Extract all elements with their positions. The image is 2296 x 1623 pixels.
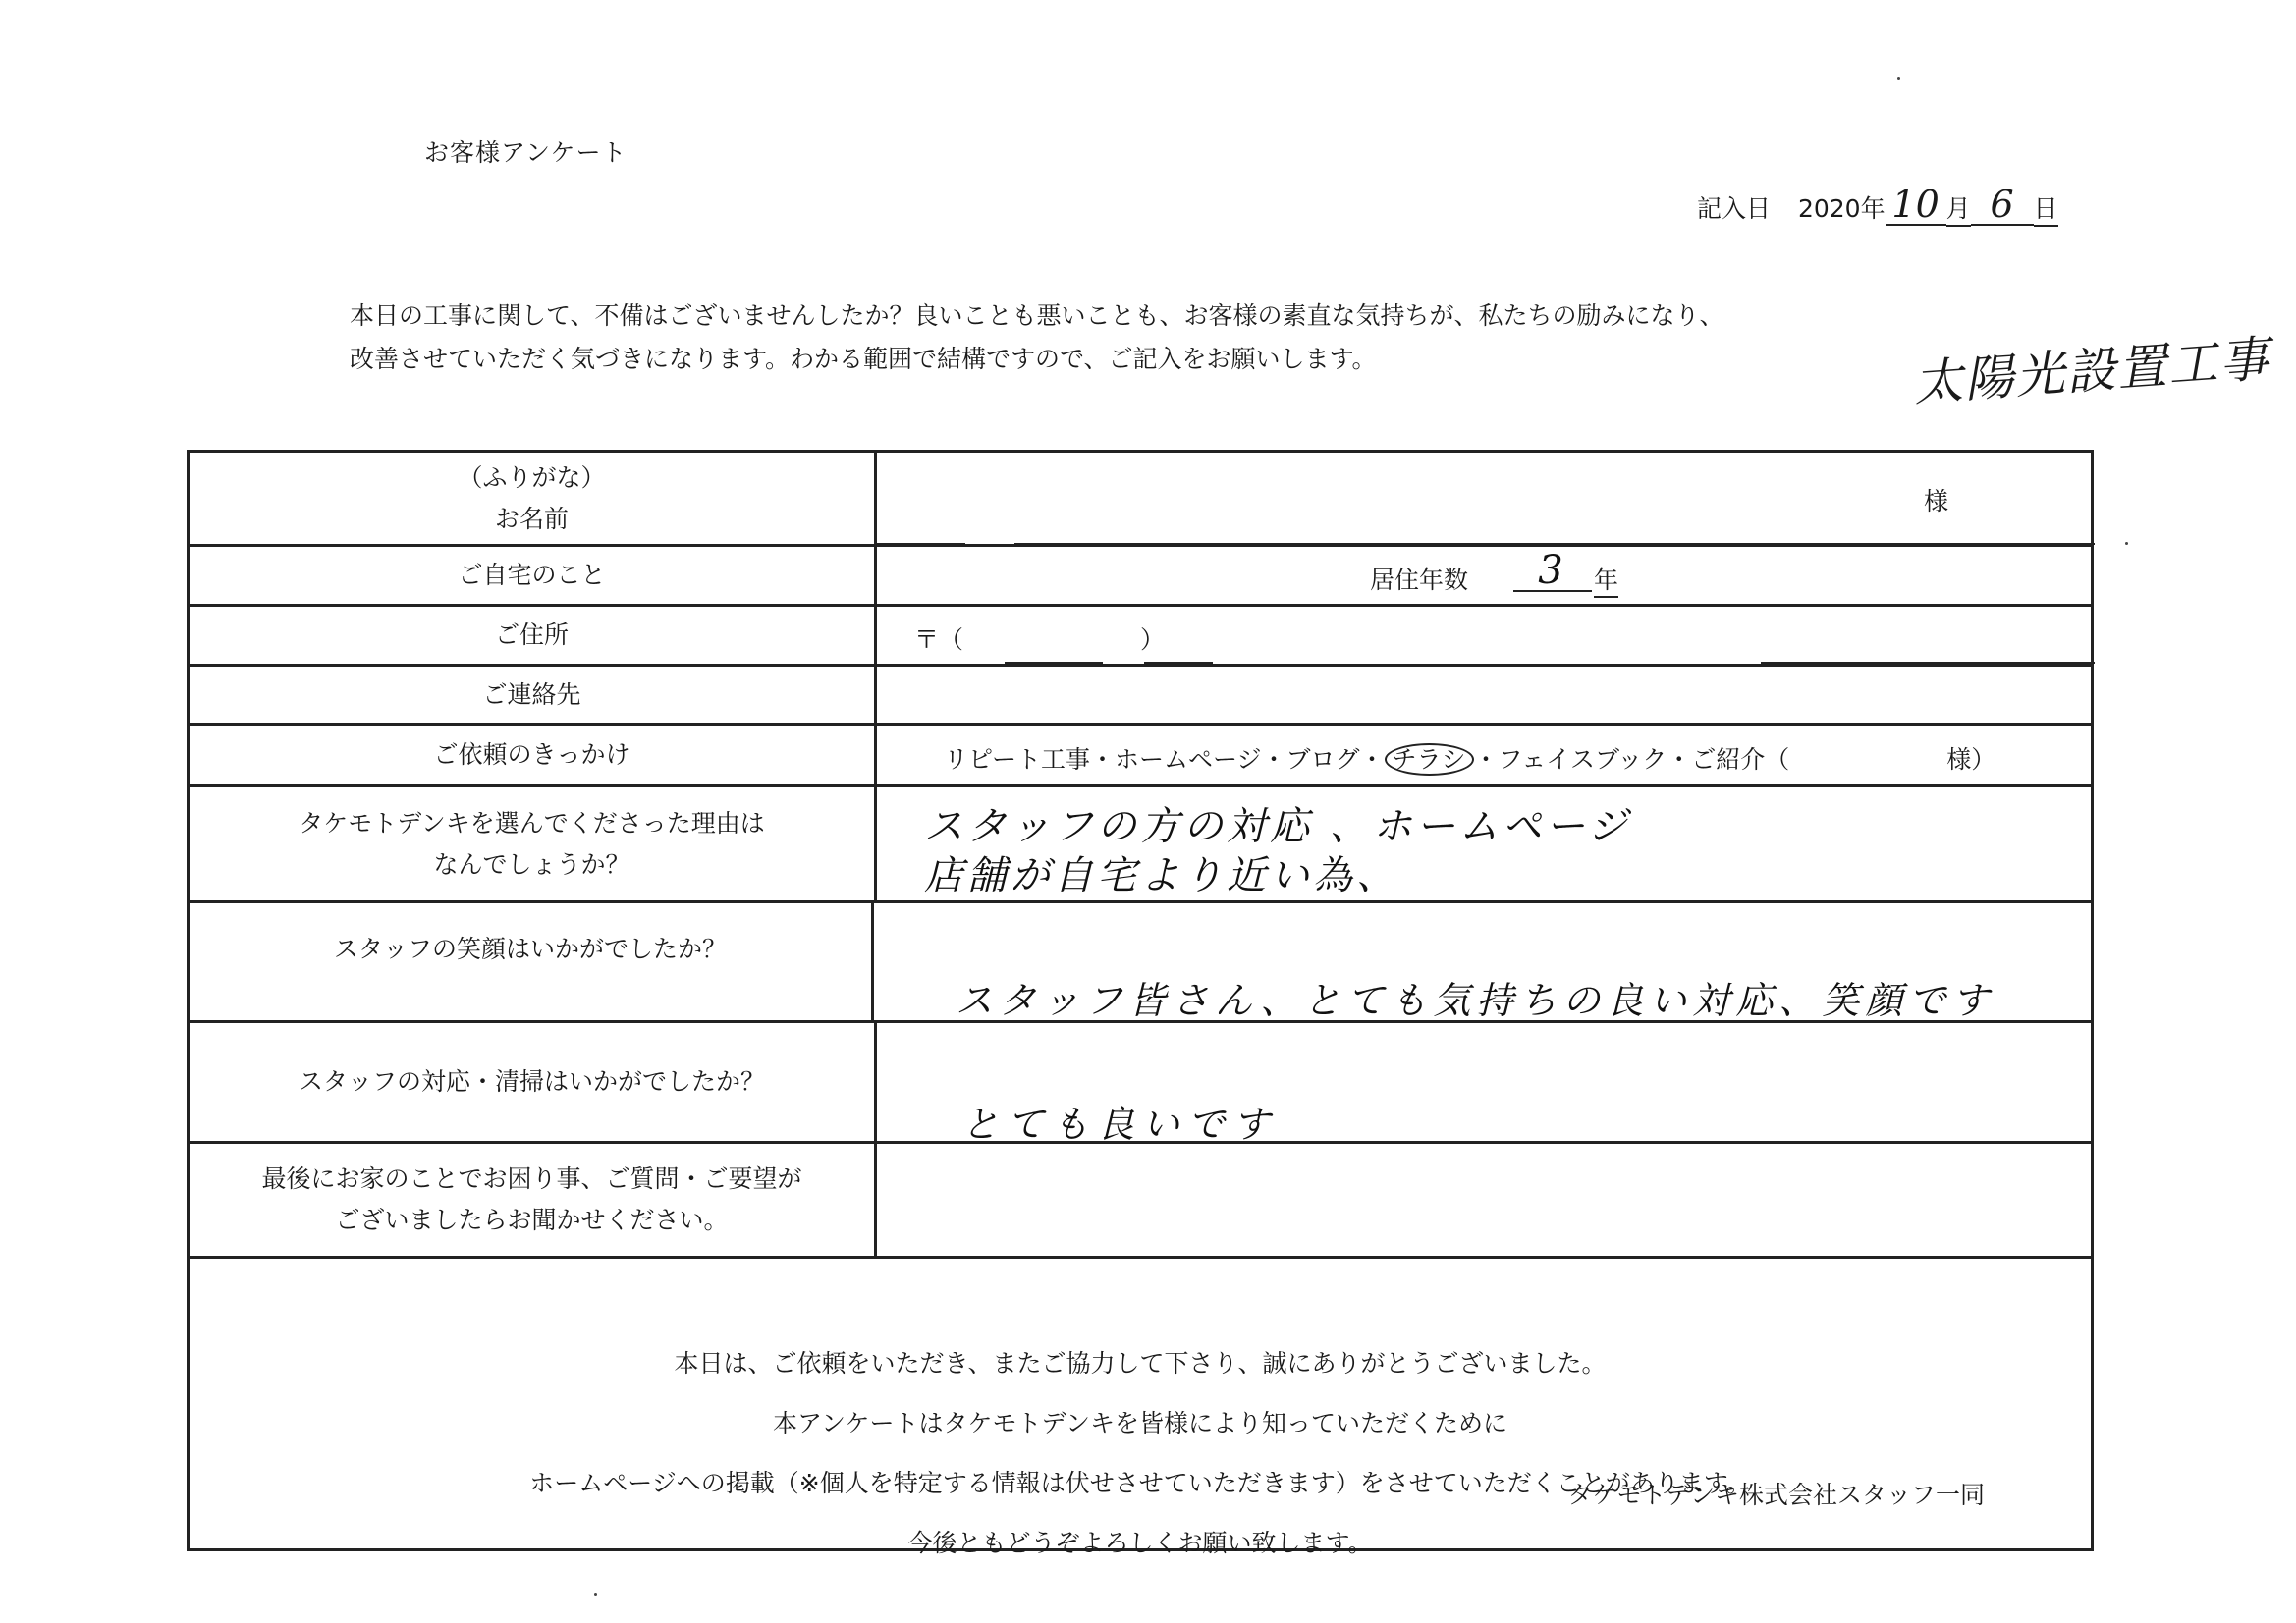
row-contact: [190, 667, 2091, 726]
home-answer-cell[interactable]: [877, 547, 2091, 604]
postal-suffix: ）: [1140, 625, 1166, 654]
service-answer: とても良いです: [961, 1103, 1279, 1146]
address-answer-cell[interactable]: [877, 607, 2091, 664]
address-label: ご住所: [494, 621, 569, 649]
years-label: 居住年数: [1370, 566, 1469, 594]
trigger-option-repeat: リピート工事・ホームページ・ブログ・: [944, 745, 1385, 774]
contact-label: ご連絡先: [482, 679, 581, 709]
closing-signature: タケモトデンキ株式会社スタッフ一同: [1567, 1481, 1985, 1509]
date-day-label: 日: [2034, 189, 2058, 227]
home-label: ご自宅のこと: [458, 561, 606, 589]
row-reason: [190, 787, 2091, 903]
name-label: お名前: [494, 504, 569, 533]
requests-label-line-2: ございましたらお聞かせください。: [335, 1206, 729, 1234]
redaction-line: [1144, 662, 1213, 664]
reason-label-line-1: タケモトデンキを選んでくださった理由は: [299, 808, 765, 838]
trigger-answer-cell[interactable]: [877, 726, 2091, 784]
closing-line-1: 本日は、ご依頼をいただき、またご協力して下さり、誠にありがとうございました。: [674, 1349, 1607, 1378]
intro-line-2: 改善させていただく気づきになります。わかる範囲で結構ですので、ご記入をお願いします。: [350, 345, 1377, 373]
trigger-option-end: 様）: [1946, 745, 1996, 774]
redaction-line: [1761, 662, 2095, 664]
entry-date: [1697, 185, 2058, 227]
trigger-option-flyer-circled[interactable]: チラシ: [1385, 743, 1474, 776]
closing-line-4: 今後ともどうぞよろしくお願い致します。: [907, 1529, 1373, 1557]
row-requests: [190, 1144, 2091, 1259]
redaction-line: [1005, 662, 1103, 664]
reason-label-cell: [190, 787, 877, 900]
survey-form: [187, 450, 2094, 1557]
date-month-value[interactable]: 10: [1886, 185, 1946, 226]
row-address: [190, 607, 2091, 667]
furigana-label: （ふりがな）: [458, 462, 606, 492]
scan-speck: [594, 1593, 597, 1596]
years-unit: 年: [1594, 561, 1618, 598]
trigger-label-cell: [190, 726, 877, 784]
trigger-option-rest: ・フェイスブック・ご紹介（: [1473, 745, 1790, 774]
scan-speck: [1897, 77, 1900, 80]
smile-answer: スタッフ皆さん、とても気持ちの良い対応、笑顔です: [956, 979, 1995, 1022]
reason-answer-cell[interactable]: [877, 787, 2091, 900]
contact-label-cell: [190, 667, 877, 723]
row-smile: [190, 903, 2091, 1023]
closing-line-2: 本アンケートはタケモトデンキを皆様により知っていただくために: [772, 1409, 1507, 1437]
service-label-cell: [190, 1023, 877, 1141]
requests-label-line-1: 最後にお家のことでお困り事、ご質問・ご要望が: [261, 1164, 802, 1193]
name-answer-cell[interactable]: [877, 453, 2091, 544]
date-day-value[interactable]: 6: [1971, 185, 2034, 226]
address-label-cell: [190, 607, 877, 664]
handwritten-work-note: 太陽光設置工事: [1911, 330, 2272, 412]
scan-speck: [2125, 542, 2128, 545]
closing-message: [190, 1282, 2091, 1557]
requests-answer-cell[interactable]: [877, 1144, 2091, 1256]
date-month-label: 月: [1946, 189, 1971, 227]
home-label-cell: [190, 547, 877, 604]
contact-answer-cell[interactable]: [877, 667, 2091, 723]
row-trigger: [190, 726, 2091, 787]
closing-lines: [190, 1333, 2091, 1573]
service-label: スタッフの対応・清掃はいかがでしたか？: [298, 1067, 765, 1096]
date-label: 記入日: [1697, 194, 1772, 223]
closing-line-3: ホームページへの掲載（※個人を特定する情報は伏せさせていただきます）をさせていただくことがあります。: [529, 1469, 1751, 1497]
name-suffix: 様: [1923, 487, 1948, 515]
row-service: [190, 1023, 2091, 1144]
redaction-line: [1014, 543, 2095, 545]
redaction-line: [877, 543, 965, 545]
reason-label-line-2: なんでしょうか？: [433, 849, 630, 879]
reason-answer-line-2: 店舗が自宅より近い為、: [924, 853, 1399, 898]
years-value[interactable]: 3: [1513, 551, 1592, 592]
trigger-options: [944, 740, 1995, 776]
smile-label-cell: [190, 903, 874, 1020]
requests-label-cell: [190, 1144, 877, 1256]
survey-title: お客様アンケート: [424, 138, 628, 167]
date-year: 2020年: [1797, 194, 1886, 223]
reason-answer-line-1: スタッフの方の対応 、ホームページ: [924, 804, 1631, 849]
smile-answer-cell[interactable]: [877, 903, 2091, 1020]
name-label-cell: [190, 453, 877, 544]
service-answer-cell[interactable]: [877, 1023, 2091, 1146]
row-name: [190, 453, 2091, 547]
smile-label: スタッフの笑顔はいかがでしたか？: [333, 935, 727, 963]
intro-line-1: 本日の工事に関して、不備はございませんしたか？良いことも悪いことも、お客様の素直な気持ちが、私たちの励みになり、: [350, 301, 1724, 330]
row-home: [190, 547, 2091, 607]
postal-prefix: 〒（: [914, 625, 964, 654]
trigger-label: ご依頼のきっかけ: [433, 740, 630, 769]
intro-text: [350, 295, 1724, 381]
